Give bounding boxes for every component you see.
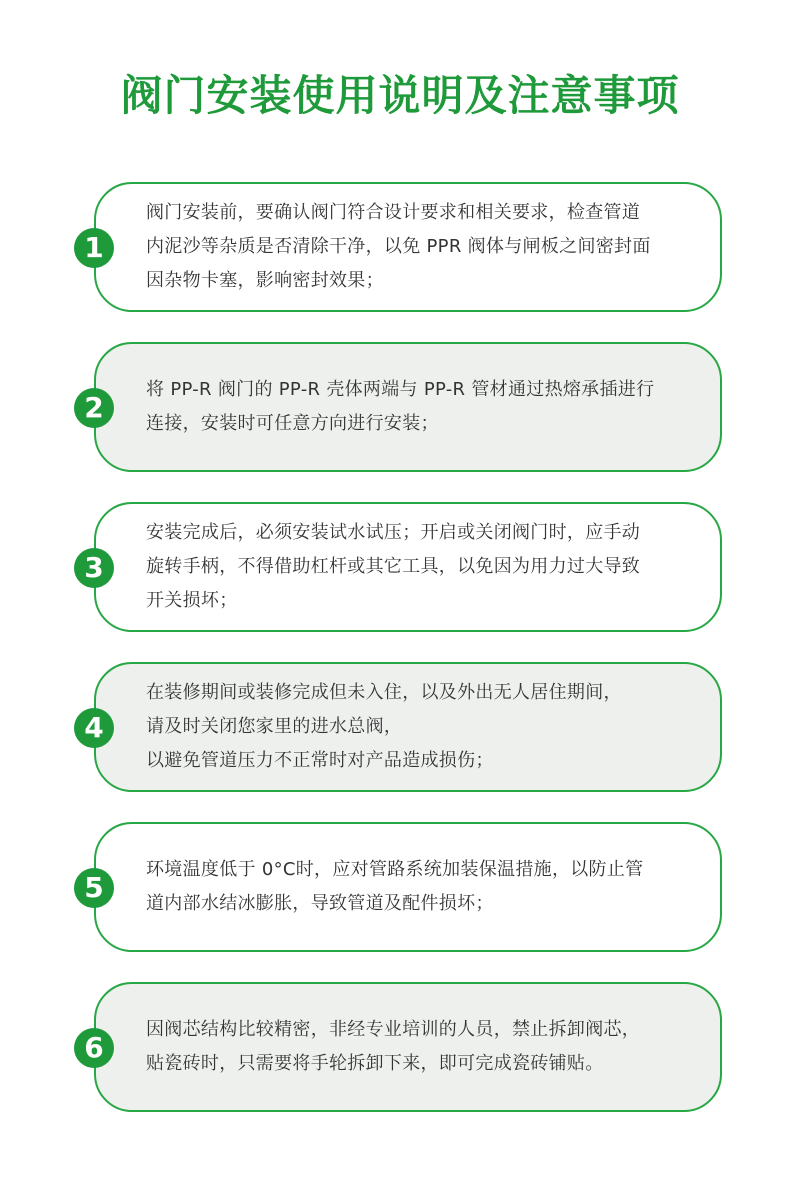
number-badge: 2	[74, 388, 114, 428]
notice-text: 因阀芯结构比较精密，非经专业培训的人员，禁止拆卸阀芯， 贴瓷砖时，只需要将手轮拆卸下来，即可完成瓷砖铺贴。	[146, 1019, 641, 1074]
notice-item-6	[74, 982, 726, 1116]
number-badge: 4	[74, 708, 114, 748]
number-badge: 1	[74, 228, 114, 268]
page-title: 阀门安装使用说明及注意事项	[120, 71, 680, 120]
notice-text: 阀门安装前，要确认阀门符合设计要求和相关要求，检查管道 内泥沙等杂质是否清除干净，以免 PPR 阀体与闸板之间密封面 因杂物卡塞，影响密封效果；	[146, 202, 651, 291]
notice-card	[94, 182, 722, 312]
notice-card	[94, 982, 722, 1112]
notice-item-4	[74, 662, 726, 796]
notice-card	[94, 502, 722, 632]
notice-item-1	[74, 182, 726, 316]
notice-item-3	[74, 502, 726, 636]
notice-item-5	[74, 822, 726, 956]
notice-card	[94, 822, 722, 952]
number-badge: 5	[74, 868, 114, 908]
notice-text: 在装修期间或装修完成但未入住，以及外出无人居住期间， 请及时关闭您家里的进水总阀， 以避免管道压力不正常时对产品造成损伤；	[146, 682, 622, 771]
notice-text: 将 PP-R 阀门的 PP-R 壳体两端与 PP-R 管材通过热熔承插进行 连接，安装时可任意方向进行安装；	[146, 379, 655, 434]
notice-card	[94, 662, 722, 792]
notice-text: 环境温度低于 0°C时，应对管路系统加装保温措施，以防止管 道内部水结冰膨胀，导致管道及配件损坏；	[146, 859, 644, 914]
notice-text: 安装完成后，必须安装试水试压；开启或关闭阀门时，应手动 旋转手柄，不得借助杠杆或其它工具，以免因为用力过大导致 开关损坏；	[146, 522, 641, 611]
notice-item-2	[74, 342, 726, 476]
number-badge: 6	[74, 1028, 114, 1068]
number-badge: 3	[74, 548, 114, 588]
notice-card	[94, 342, 722, 472]
